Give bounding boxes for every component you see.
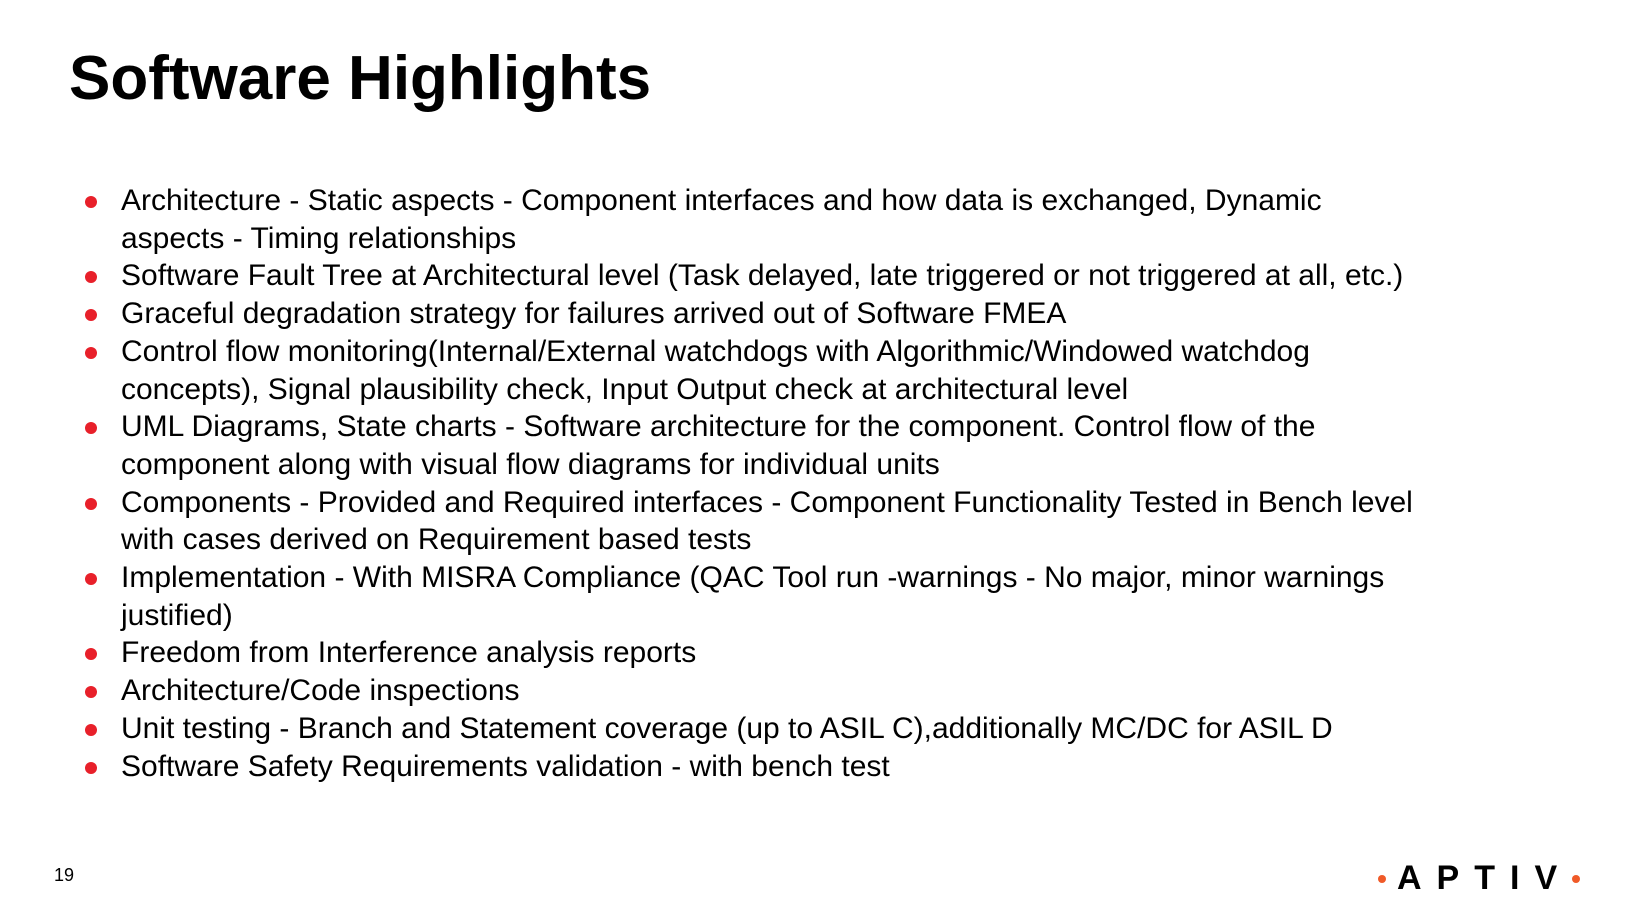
- bullet-text: Control flow monitoring(Internal/External watchdogs with Algorithmic/Windowed watchdog concepts), Signal plausibility check, Input Output check at architectural level: [121, 334, 1310, 406]
- bullet-text: Freedom from Interference analysis reports: [121, 636, 697, 670]
- bullet-text: Implementation - With MISRA Compliance (QAC Tool run -warnings - No major, minor warnings justified): [121, 561, 1385, 632]
- bullet-dot-icon: [85, 573, 97, 585]
- bullet-item: [84, 295, 1414, 333]
- bullet-dot-icon: [85, 724, 97, 736]
- bullet-dot-icon: [85, 422, 97, 434]
- bullet-text: Unit testing - Branch and Statement coverage (up to ASIL C),additionally MC/DC for ASIL D: [121, 711, 1333, 745]
- bullet-dot-icon: [85, 196, 97, 208]
- slide-title: Software Highlights: [69, 44, 652, 113]
- bullet-dot-icon: [85, 309, 97, 321]
- logo-dot-icon: [1378, 875, 1386, 883]
- bullet-item: [84, 408, 1414, 483]
- bullet-item: [84, 634, 1414, 672]
- bullet-text: Software Fault Tree at Architectural level (Task delayed, late triggered or not triggered at all, etc.): [121, 259, 1404, 293]
- bullet-dot-icon: [85, 762, 97, 774]
- bullet-dot-icon: [85, 498, 97, 510]
- bullet-item: [84, 257, 1414, 295]
- bullet-item: [84, 710, 1414, 748]
- bullet-item: [84, 333, 1414, 408]
- bullet-text: Components - Provided and Required interfaces - Component Functionality Tested in Bench level with cases derived on Requirement based tests: [121, 485, 1413, 557]
- bullet-item: [84, 672, 1414, 710]
- bullet-text: Software Safety Requirements validation - with bench test: [121, 749, 890, 783]
- aptiv-logo: [1378, 858, 1580, 898]
- bullet-dot-icon: [85, 347, 97, 359]
- bullet-dot-icon: [85, 648, 97, 660]
- bullet-item: [84, 484, 1414, 559]
- bullet-dot-icon: [85, 271, 97, 283]
- bullet-text: UML Diagrams, State charts - Software architecture for the component. Control flow of the component along with visual flow diagrams for individual units: [121, 410, 1316, 481]
- bullet-text: Architecture/Code inspections: [121, 674, 520, 708]
- bullet-item: [84, 748, 1414, 786]
- bullet-list: [84, 182, 1414, 785]
- bullet-dot-icon: [85, 686, 97, 698]
- bullet-text: Architecture - Static aspects - Component interfaces and how data is exchanged, Dynamic aspects - Timing relationships: [121, 184, 1322, 255]
- bullet-item: [84, 182, 1414, 257]
- bullet-item: [84, 559, 1414, 634]
- logo-wordmark: APTIV: [1397, 859, 1573, 897]
- bullet-text: Graceful degradation strategy for failures arrived out of Software FMEA: [121, 297, 1067, 331]
- logo-dot-icon: [1572, 875, 1580, 883]
- page-number: 19: [54, 865, 75, 885]
